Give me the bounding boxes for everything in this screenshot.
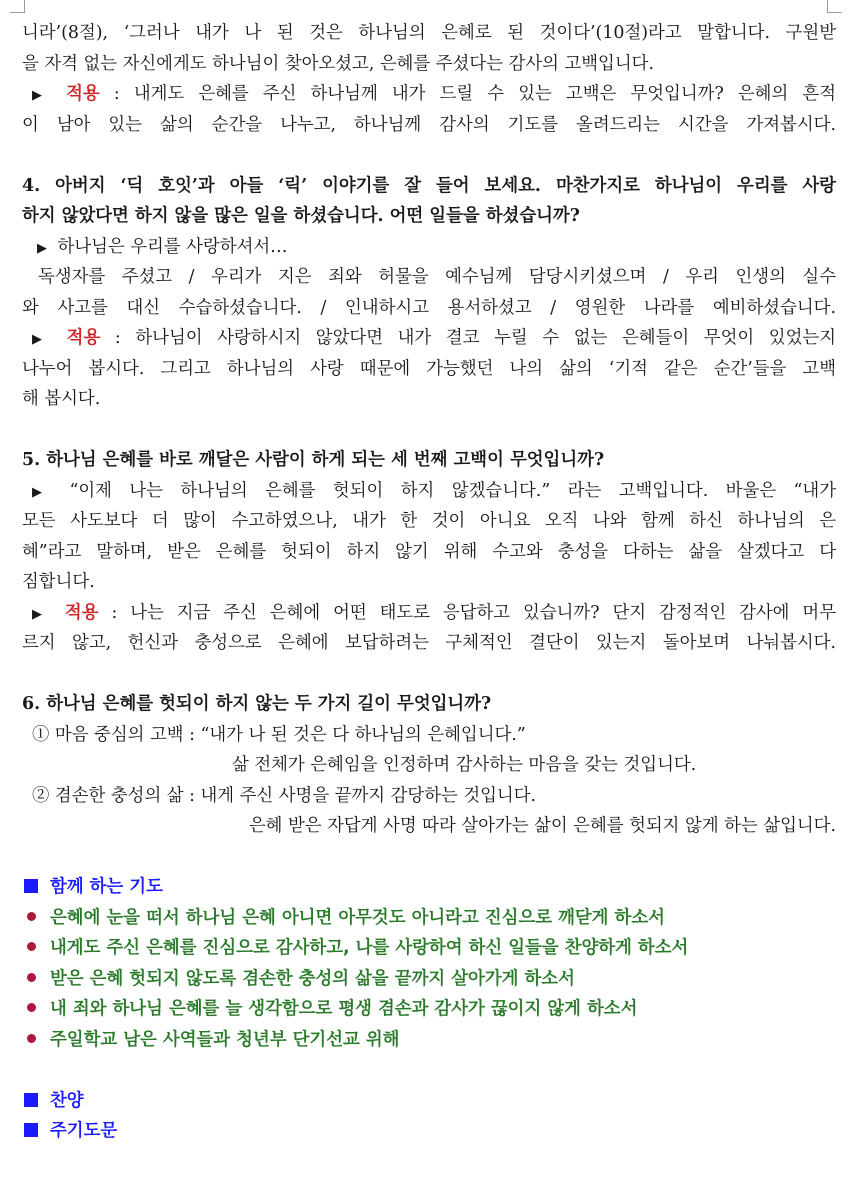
q5-answer-line-3: 혜”라고 말하며, 받은 은혜를 헛되이 하지 않기 위해 수고와 충성을 다하는 삶을 살겠다고 다 — [22, 541, 836, 562]
circle-bullet-icon — [27, 1034, 36, 1043]
q6-item-1: ① 마음 중심의 고백 : “내가 나 된 것은 다 하나님의 은혜입니다.” — [32, 724, 526, 745]
q4-answer-line-2: 와 사고를 대신 수습하셨습니다. / 인내하시고 용서하셨고 / 영원한 나라를 예비하셨습니다. — [22, 297, 836, 318]
q4-apply-line-2: 나누어 봅시다. 그리고 하나님의 사랑 때문에 가능했던 나의 삶의 ‘기적 같은 순간’들을 고백 — [22, 358, 836, 379]
intro-apply-line-2: 이 남아 있는 삶의 순간을 나누고, 하나님께 감사의 기도를 올려드리는 시간을 가져봅시다. — [22, 114, 836, 135]
prayer-item: 내 죄와 하나님 은혜를 늘 생각함으로 평생 겸손과 감사가 끊이지 않게 하소서 — [22, 994, 836, 1025]
prayer-item: 주일학교 남은 사역들과 청년부 단기선교 위해 — [22, 1025, 836, 1056]
triangle-bullet-icon: ▶ — [32, 484, 42, 500]
prayer-item: 내게도 주신 은혜를 진심으로 감사하고, 나를 사랑하여 하신 일들을 찬양하게 하소서 — [22, 933, 836, 964]
q4-apply-line-1: ▶ 적용 : 하나님이 사랑하시지 않았다면 내가 결코 누릴 수 없는 은혜들이 무엇이 있었는지 — [22, 323, 836, 354]
q5-answer-line-4: 짐합니다. — [22, 572, 95, 592]
apply-label: 적용 — [66, 84, 100, 104]
q5-title: 5. 하나님 은혜를 바로 깨달은 사람이 하게 되는 세 번째 고백이 무엇입니까? — [22, 450, 605, 470]
q4-apply-line-3: 해 봅시다. — [22, 389, 101, 409]
q6-title: 6. 하나님 은혜를 헛되이 하지 않는 두 가지 길이 무엇입니까? — [22, 694, 492, 714]
circle-bullet-icon — [27, 942, 36, 951]
intro-line-1: 니라’(8절), ‘그러나 내가 나 된 것은 하나님의 은혜로 된 것이다’(10절)라고 말합니다. 구원받 — [22, 23, 836, 43]
q6-item-1-continued: 삶 전체가 은혜임을 인정하며 감사하는 마음을 갖는 것입니다. — [232, 755, 697, 775]
praise-heading: 찬양 — [22, 1086, 836, 1117]
lords-prayer-heading: 주기도문 — [22, 1116, 836, 1147]
q4-answer-line-1: 독생자를 주셨고 / 우리가 지은 죄와 허물을 예수님께 담당시키셨으며 / 우리 인생의 실수 — [38, 267, 836, 287]
triangle-bullet-icon: ▶ — [32, 332, 42, 347]
intro-line-2: 을 자격 없는 자신에게도 하나님이 찾아오셨고, 은혜를 주셨다는 감사의 고백입니다. — [22, 53, 654, 74]
circle-bullet-icon — [27, 912, 36, 921]
square-bullet-icon — [24, 1093, 38, 1107]
q4-title-line-1: 4. 아버지 ‘딕 호잇’과 아들 ‘릭’ 이야기를 잘 들어 보세요. 마찬가지로 하나님이 우리를 사랑 — [22, 175, 836, 196]
page-corner-mark-right — [827, 0, 842, 13]
q4-title-line-2: 하지 않았다면 하지 않을 많은 일을 하셨습니다. 어떤 일들을 하셨습니까? — [22, 206, 580, 226]
q5-answer-line-1: ▶ “이제 나는 하나님의 은혜를 헛되이 하지 않겠습니다.” 라는 고백입니다. 바울은 “내가 — [22, 476, 836, 507]
apply-label: 적용 — [66, 328, 101, 348]
triangle-bullet-icon: ▶ — [37, 240, 47, 256]
q6-item-2-continued: 은혜 받은 자답게 사명 따라 살아가는 삶이 은혜를 헛되지 않게 하는 삶입니다. — [248, 816, 836, 836]
intro-apply-line-1: ▶ 적용 : 내게도 은혜를 주신 하나님께 내가 드릴 수 있는 고백은 무엇입니까? 은혜의 흔적 — [22, 79, 836, 110]
circle-bullet-icon — [27, 973, 36, 982]
q5-apply-line-1: ▶ 적용 : 나는 지금 주신 은혜에 어떤 태도로 응답하고 있습니까? 단지 감정적인 감사에 머무 — [22, 598, 836, 629]
square-bullet-icon — [24, 1123, 38, 1137]
triangle-bullet-icon: ▶ — [32, 606, 42, 622]
apply-label: 적용 — [64, 602, 99, 623]
prayer-heading: 함께 하는 기도 — [22, 872, 836, 903]
page-corner-mark-left — [10, 0, 25, 13]
square-bullet-icon — [24, 879, 38, 893]
prayer-item: 받은 은혜 헛되지 않도록 겸손한 충성의 삶을 끝까지 살아가게 하소서 — [22, 964, 836, 995]
triangle-bullet-icon: ▶ — [32, 88, 42, 103]
q5-answer-line-2: 모든 사도보다 더 많이 수고하였으나, 내가 한 것이 아니요 오직 나와 함께 하신 하나님의 은 — [22, 511, 836, 531]
circle-bullet-icon — [27, 1003, 36, 1012]
prayer-item: 은혜에 눈을 떠서 하나님 은혜 아니면 아무것도 아니라고 진심으로 깨닫게 하소서 — [22, 903, 836, 934]
q5-apply-line-2: 르지 않고, 헌신과 충성으로 은혜에 보답하려는 구체적인 결단이 있는지 돌아보며 나눠봅시다. — [22, 633, 836, 653]
q4-answer-lead: ▶ 하나님은 우리를 사랑하셔서… — [22, 232, 836, 263]
document-page — [22, 18, 836, 1147]
q6-item-2: ② 겸손한 충성의 삶 : 내게 주신 사명을 끝까지 감당하는 것입니다. — [32, 785, 537, 806]
